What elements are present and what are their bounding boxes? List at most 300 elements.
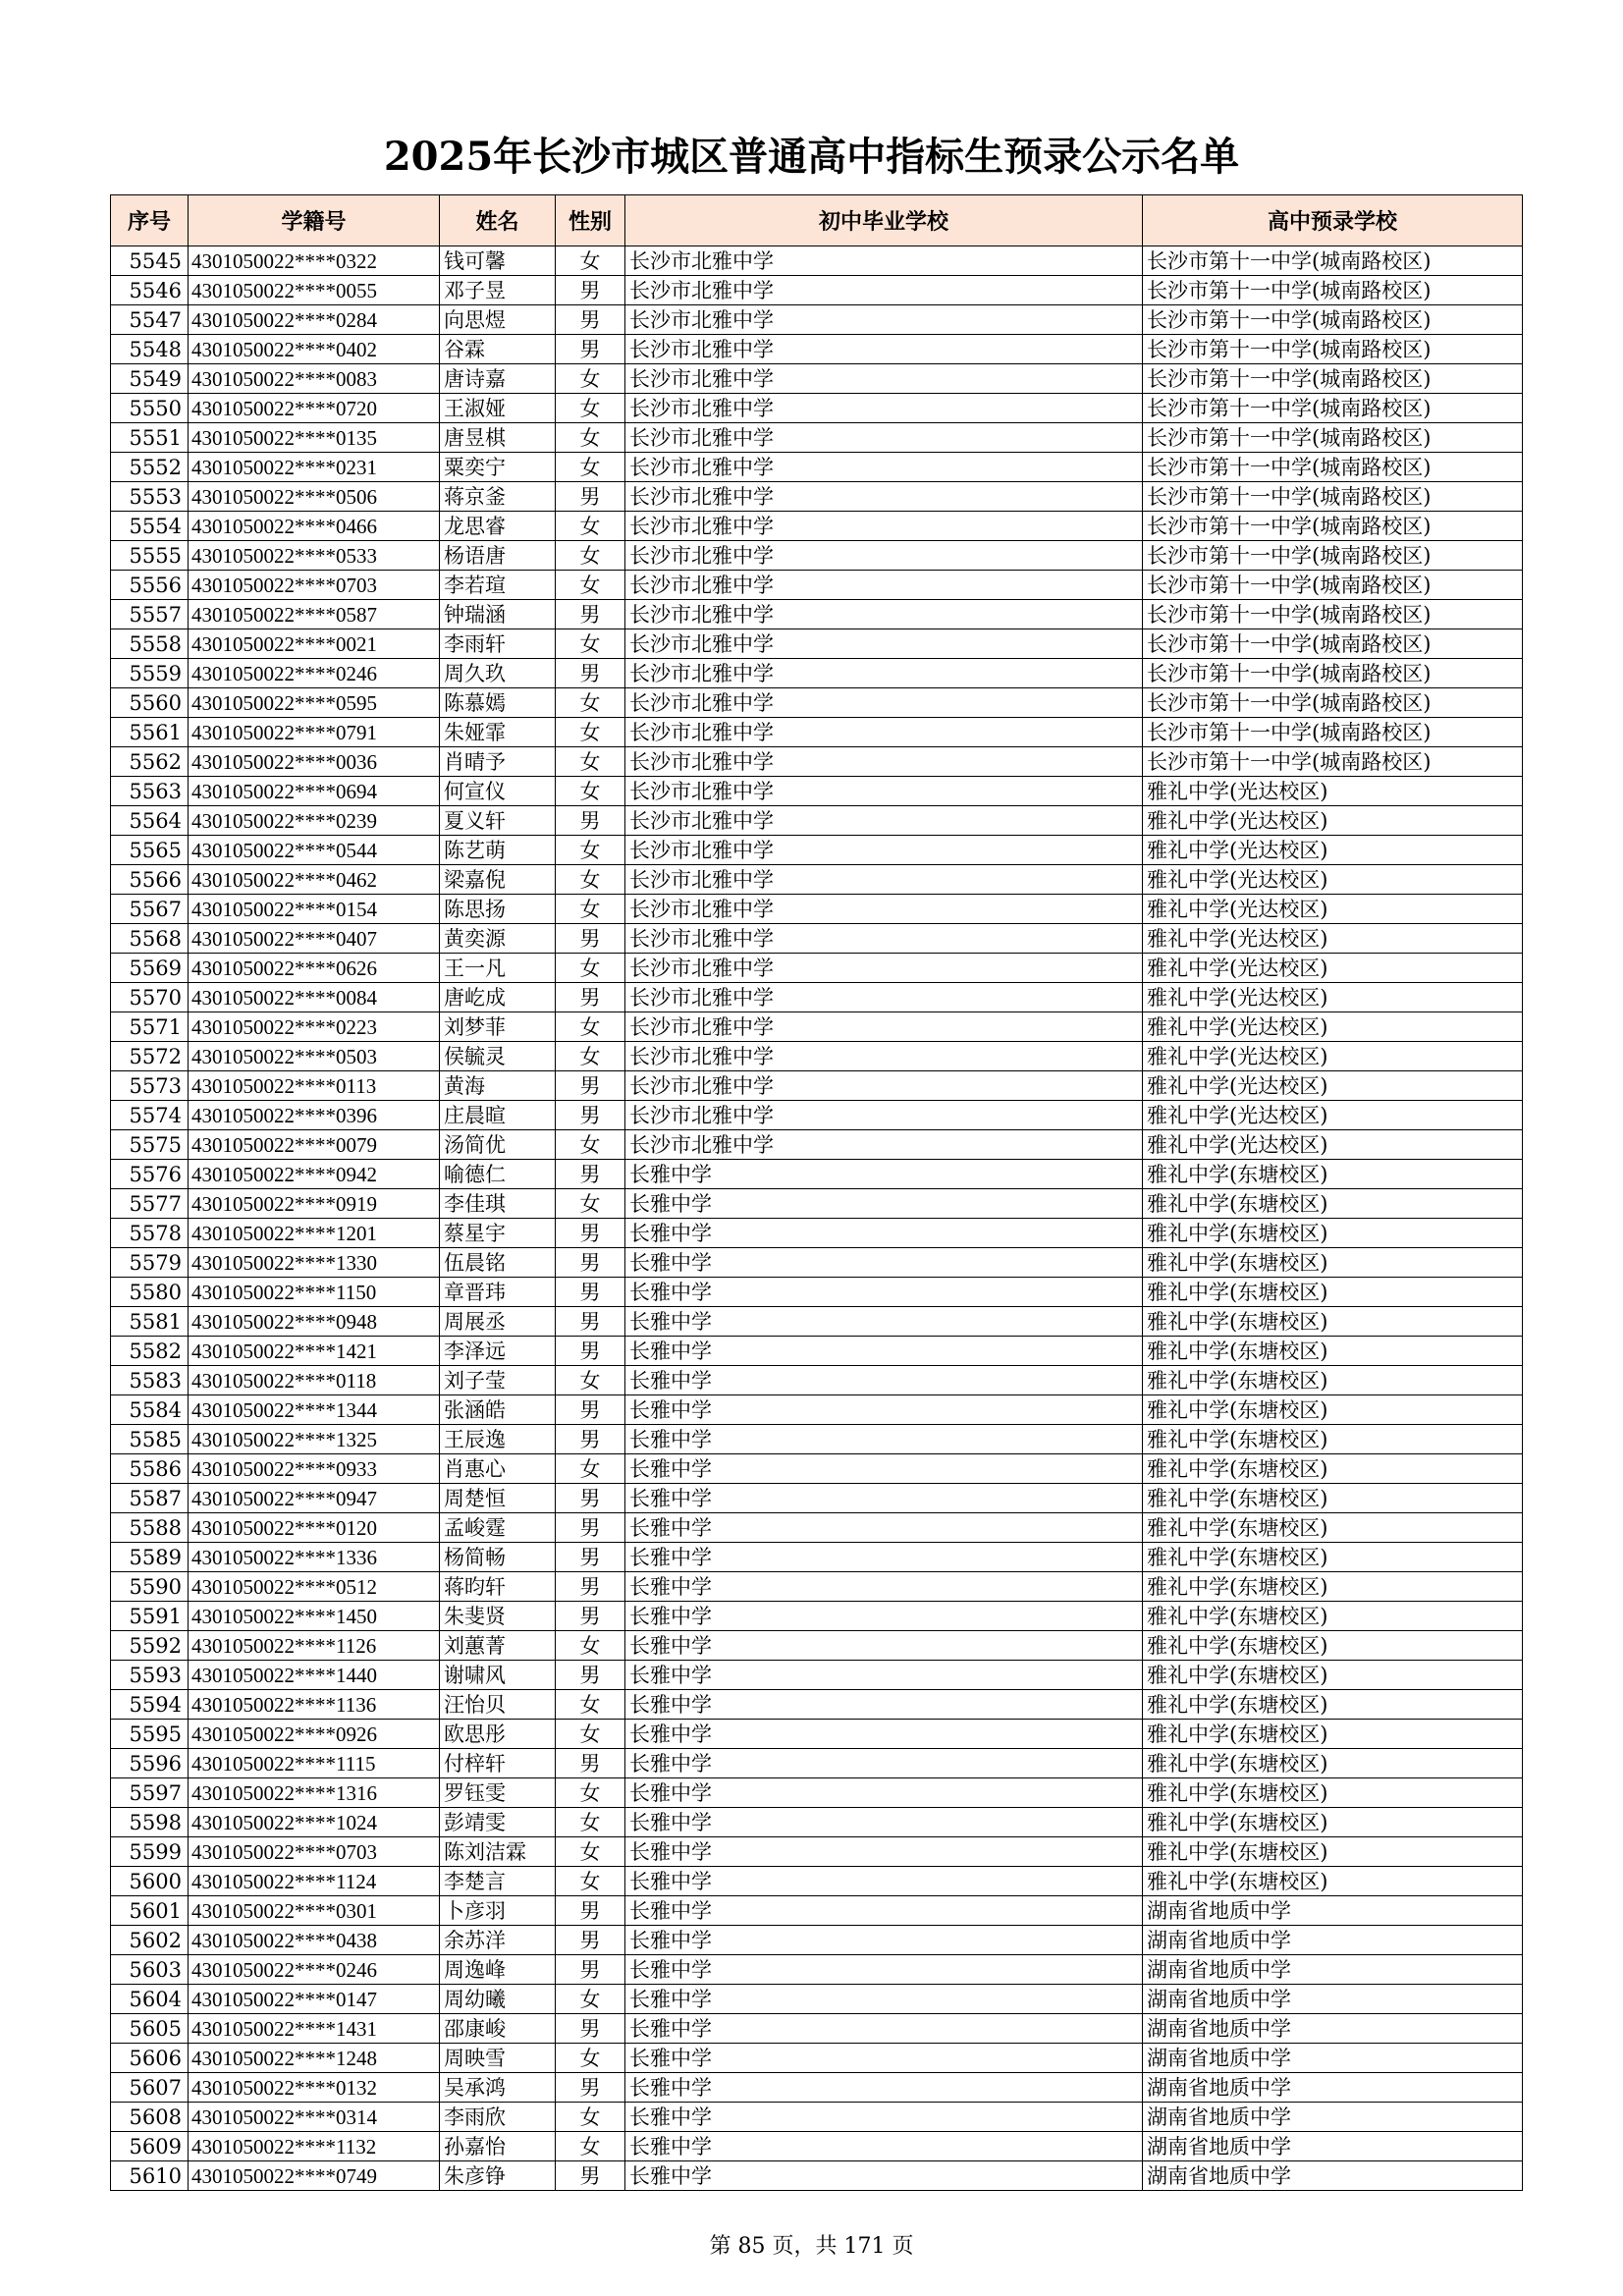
cell-serial: 5610	[111, 2161, 189, 2191]
cell-serial: 5557	[111, 600, 189, 629]
cell-student-id: 4301050022****0942	[189, 1160, 440, 1189]
cell-student-id: 4301050022****0587	[189, 600, 440, 629]
cell-admit-school: 雅礼中学(光达校区)	[1143, 954, 1523, 983]
cell-name: 李泽远	[440, 1337, 556, 1366]
table-row	[111, 629, 1523, 659]
cell-junior-school: 长沙市北雅中学	[625, 836, 1143, 865]
cell-gender: 男	[556, 659, 625, 688]
cell-admit-school: 雅礼中学(东塘校区)	[1143, 1808, 1523, 1837]
cell-admit-school: 雅礼中学(光达校区)	[1143, 806, 1523, 836]
cell-junior-school: 长雅中学	[625, 2103, 1143, 2132]
cell-gender: 女	[556, 836, 625, 865]
cell-admit-school: 雅礼中学(东塘校区)	[1143, 1278, 1523, 1307]
cell-admit-school: 雅礼中学(东塘校区)	[1143, 1248, 1523, 1278]
table-row	[111, 1248, 1523, 1278]
cell-serial: 5564	[111, 806, 189, 836]
cell-student-id: 4301050022****1450	[189, 1602, 440, 1631]
cell-name: 粟奕宁	[440, 453, 556, 482]
cell-serial: 5546	[111, 276, 189, 305]
table-row	[111, 1808, 1523, 1837]
table-row	[111, 2132, 1523, 2161]
cell-gender: 女	[556, 1454, 625, 1484]
cell-junior-school: 长沙市北雅中学	[625, 718, 1143, 747]
cell-name: 付梓轩	[440, 1749, 556, 1778]
cell-serial: 5587	[111, 1484, 189, 1513]
cell-name: 欧思彤	[440, 1720, 556, 1749]
cell-serial: 5567	[111, 895, 189, 924]
table-row	[111, 983, 1523, 1012]
cell-admit-school: 雅礼中学(东塘校区)	[1143, 1337, 1523, 1366]
header-name: 姓名	[440, 195, 556, 246]
cell-admit-school: 长沙市第十一中学(城南路校区)	[1143, 335, 1523, 364]
table-row	[111, 836, 1523, 865]
cell-gender: 男	[556, 2014, 625, 2044]
cell-admit-school: 雅礼中学(东塘校区)	[1143, 1189, 1523, 1219]
cell-student-id: 4301050022****1325	[189, 1425, 440, 1454]
cell-gender: 男	[556, 1307, 625, 1337]
table-row	[111, 688, 1523, 718]
cell-gender: 男	[556, 1602, 625, 1631]
cell-junior-school: 长沙市北雅中学	[625, 541, 1143, 571]
cell-gender: 男	[556, 1071, 625, 1101]
cell-junior-school: 长雅中学	[625, 1867, 1143, 1896]
cell-name: 张涵皓	[440, 1395, 556, 1425]
cell-gender: 女	[556, 541, 625, 571]
cell-admit-school: 长沙市第十一中学(城南路校区)	[1143, 276, 1523, 305]
cell-serial: 5561	[111, 718, 189, 747]
cell-junior-school: 长沙市北雅中学	[625, 571, 1143, 600]
cell-student-id: 4301050022****0396	[189, 1101, 440, 1130]
cell-serial: 5553	[111, 482, 189, 512]
table-row	[111, 394, 1523, 423]
cell-serial: 5608	[111, 2103, 189, 2132]
cell-student-id: 4301050022****0720	[189, 394, 440, 423]
cell-junior-school: 长雅中学	[625, 1337, 1143, 1366]
table-row	[111, 924, 1523, 954]
table-row	[111, 1543, 1523, 1572]
cell-junior-school: 长雅中学	[625, 1543, 1143, 1572]
cell-junior-school: 长沙市北雅中学	[625, 983, 1143, 1012]
table-row	[111, 2161, 1523, 2191]
cell-name: 李雨欣	[440, 2103, 556, 2132]
cell-student-id: 4301050022****0438	[189, 1926, 440, 1955]
table-row	[111, 1484, 1523, 1513]
cell-junior-school: 长沙市北雅中学	[625, 895, 1143, 924]
cell-gender: 女	[556, 2044, 625, 2073]
cell-name: 邵康峻	[440, 2014, 556, 2044]
cell-name: 李雨轩	[440, 629, 556, 659]
cell-student-id: 4301050022****1421	[189, 1337, 440, 1366]
cell-serial: 5609	[111, 2132, 189, 2161]
cell-student-id: 4301050022****0512	[189, 1572, 440, 1602]
cell-junior-school: 长雅中学	[625, 2044, 1143, 2073]
cell-name: 蒋昀轩	[440, 1572, 556, 1602]
cell-name: 杨语唐	[440, 541, 556, 571]
table-row	[111, 954, 1523, 983]
table-row	[111, 1926, 1523, 1955]
cell-junior-school: 长雅中学	[625, 1690, 1143, 1720]
cell-admit-school: 雅礼中学(东塘校区)	[1143, 1572, 1523, 1602]
cell-name: 刘子莹	[440, 1366, 556, 1395]
cell-junior-school: 长雅中学	[625, 1631, 1143, 1661]
table-row	[111, 1955, 1523, 1985]
cell-serial: 5556	[111, 571, 189, 600]
cell-gender: 女	[556, 1366, 625, 1395]
table-row	[111, 1602, 1523, 1631]
cell-admit-school: 湖南省地质中学	[1143, 2103, 1523, 2132]
cell-gender: 男	[556, 1513, 625, 1543]
cell-gender: 女	[556, 954, 625, 983]
cell-student-id: 4301050022****0503	[189, 1042, 440, 1071]
cell-name: 刘蕙菁	[440, 1631, 556, 1661]
cell-student-id: 4301050022****0301	[189, 1896, 440, 1926]
cell-name: 周展丞	[440, 1307, 556, 1337]
cell-name: 唐诗嘉	[440, 364, 556, 394]
cell-junior-school: 长雅中学	[625, 1778, 1143, 1808]
cell-gender: 女	[556, 1720, 625, 1749]
cell-gender: 男	[556, 1572, 625, 1602]
cell-gender: 女	[556, 1189, 625, 1219]
cell-serial: 5549	[111, 364, 189, 394]
cell-student-id: 4301050022****1344	[189, 1395, 440, 1425]
table-row	[111, 1985, 1523, 2014]
cell-junior-school: 长沙市北雅中学	[625, 276, 1143, 305]
cell-gender: 男	[556, 1337, 625, 1366]
cell-serial: 5578	[111, 1219, 189, 1248]
cell-junior-school: 长沙市北雅中学	[625, 394, 1143, 423]
table-row	[111, 1012, 1523, 1042]
cell-junior-school: 长沙市北雅中学	[625, 600, 1143, 629]
cell-junior-school: 长沙市北雅中学	[625, 246, 1143, 276]
cell-gender: 男	[556, 1425, 625, 1454]
cell-serial: 5586	[111, 1454, 189, 1484]
cell-admit-school: 长沙市第十一中学(城南路校区)	[1143, 453, 1523, 482]
cell-serial: 5573	[111, 1071, 189, 1101]
cell-student-id: 4301050022****1431	[189, 2014, 440, 2044]
cell-student-id: 4301050022****0466	[189, 512, 440, 541]
cell-student-id: 4301050022****1115	[189, 1749, 440, 1778]
cell-gender: 女	[556, 1042, 625, 1071]
cell-serial: 5572	[111, 1042, 189, 1071]
cell-junior-school: 长雅中学	[625, 1425, 1143, 1454]
cell-name: 肖惠心	[440, 1454, 556, 1484]
cell-student-id: 4301050022****0118	[189, 1366, 440, 1395]
cell-student-id: 4301050022****0626	[189, 954, 440, 983]
cell-admit-school: 雅礼中学(光达校区)	[1143, 1042, 1523, 1071]
cell-serial: 5568	[111, 924, 189, 954]
cell-name: 向思煜	[440, 305, 556, 335]
cell-serial: 5582	[111, 1337, 189, 1366]
cell-serial: 5566	[111, 865, 189, 895]
cell-gender: 女	[556, 1867, 625, 1896]
cell-student-id: 4301050022****0791	[189, 718, 440, 747]
cell-serial: 5604	[111, 1985, 189, 2014]
cell-gender: 男	[556, 276, 625, 305]
table-row	[111, 482, 1523, 512]
cell-gender: 男	[556, 482, 625, 512]
cell-gender: 男	[556, 1160, 625, 1189]
cell-gender: 女	[556, 1631, 625, 1661]
cell-student-id: 4301050022****0402	[189, 335, 440, 364]
table-row	[111, 1307, 1523, 1337]
cell-name: 谢啸风	[440, 1661, 556, 1690]
table-row	[111, 2103, 1523, 2132]
table-row	[111, 1513, 1523, 1543]
table-row	[111, 453, 1523, 482]
cell-student-id: 4301050022****1330	[189, 1248, 440, 1278]
cell-student-id: 4301050022****0231	[189, 453, 440, 482]
cell-name: 杨简畅	[440, 1543, 556, 1572]
cell-admit-school: 雅礼中学(东塘校区)	[1143, 1631, 1523, 1661]
cell-name: 周幼曦	[440, 1985, 556, 2014]
cell-gender: 男	[556, 924, 625, 954]
table-row	[111, 512, 1523, 541]
cell-serial: 5601	[111, 1896, 189, 1926]
table-row	[111, 1631, 1523, 1661]
cell-serial: 5602	[111, 1926, 189, 1955]
header-gender: 性别	[556, 195, 625, 246]
cell-junior-school: 长雅中学	[625, 1189, 1143, 1219]
cell-admit-school: 长沙市第十一中学(城南路校区)	[1143, 246, 1523, 276]
cell-admit-school: 雅礼中学(东塘校区)	[1143, 1454, 1523, 1484]
cell-name: 汪怡贝	[440, 1690, 556, 1720]
cell-name: 钟瑞涵	[440, 600, 556, 629]
cell-gender: 女	[556, 1985, 625, 2014]
table-row	[111, 718, 1523, 747]
cell-serial: 5591	[111, 1602, 189, 1631]
cell-gender: 女	[556, 512, 625, 541]
cell-admit-school: 雅礼中学(东塘校区)	[1143, 1602, 1523, 1631]
cell-student-id: 4301050022****0284	[189, 305, 440, 335]
cell-gender: 男	[556, 1395, 625, 1425]
cell-gender: 女	[556, 394, 625, 423]
cell-serial: 5581	[111, 1307, 189, 1337]
cell-student-id: 4301050022****0083	[189, 364, 440, 394]
cell-gender: 女	[556, 1012, 625, 1042]
cell-gender: 男	[556, 983, 625, 1012]
table-row	[111, 571, 1523, 600]
cell-name: 余苏洋	[440, 1926, 556, 1955]
cell-admit-school: 湖南省地质中学	[1143, 1985, 1523, 2014]
cell-name: 黄奕源	[440, 924, 556, 954]
cell-name: 陈艺萌	[440, 836, 556, 865]
page-footer: 第 85 页，共 171 页	[709, 2234, 914, 2259]
cell-student-id: 4301050022****0919	[189, 1189, 440, 1219]
cell-name: 何宣仪	[440, 777, 556, 806]
cell-serial: 5596	[111, 1749, 189, 1778]
cell-student-id: 4301050022****0933	[189, 1454, 440, 1484]
cell-student-id: 4301050022****0036	[189, 747, 440, 777]
cell-student-id: 4301050022****0246	[189, 659, 440, 688]
cell-student-id: 4301050022****0703	[189, 1837, 440, 1867]
cell-name: 龙思睿	[440, 512, 556, 541]
cell-name: 李佳琪	[440, 1189, 556, 1219]
cell-serial: 5574	[111, 1101, 189, 1130]
cell-student-id: 4301050022****1336	[189, 1543, 440, 1572]
cell-junior-school: 长沙市北雅中学	[625, 364, 1143, 394]
cell-serial: 5558	[111, 629, 189, 659]
cell-student-id: 4301050022****1136	[189, 1690, 440, 1720]
cell-gender: 女	[556, 1130, 625, 1160]
cell-gender: 男	[556, 1749, 625, 1778]
cell-gender: 女	[556, 2103, 625, 2132]
cell-admit-school: 雅礼中学(光达校区)	[1143, 836, 1523, 865]
cell-name: 汤简优	[440, 1130, 556, 1160]
header-student-id: 学籍号	[189, 195, 440, 246]
table-row	[111, 1189, 1523, 1219]
cell-junior-school: 长雅中学	[625, 1955, 1143, 1985]
cell-admit-school: 雅礼中学(东塘校区)	[1143, 1395, 1523, 1425]
cell-admit-school: 长沙市第十一中学(城南路校区)	[1143, 423, 1523, 453]
cell-name: 黄海	[440, 1071, 556, 1101]
cell-gender: 女	[556, 629, 625, 659]
cell-serial: 5583	[111, 1366, 189, 1395]
cell-serial: 5597	[111, 1778, 189, 1808]
cell-junior-school: 长沙市北雅中学	[625, 335, 1143, 364]
cell-serial: 5552	[111, 453, 189, 482]
cell-junior-school: 长雅中学	[625, 1307, 1143, 1337]
cell-admit-school: 长沙市第十一中学(城南路校区)	[1143, 629, 1523, 659]
table-row	[111, 1101, 1523, 1130]
cell-serial: 5579	[111, 1248, 189, 1278]
table-row	[111, 2073, 1523, 2103]
table-row	[111, 1071, 1523, 1101]
cell-gender: 男	[556, 1661, 625, 1690]
cell-serial: 5563	[111, 777, 189, 806]
cell-gender: 女	[556, 423, 625, 453]
cell-junior-school: 长雅中学	[625, 1160, 1143, 1189]
cell-admit-school: 雅礼中学(光达校区)	[1143, 1130, 1523, 1160]
cell-name: 李若瑄	[440, 571, 556, 600]
cell-student-id: 4301050022****1126	[189, 1631, 440, 1661]
cell-admit-school: 雅礼中学(东塘校区)	[1143, 1749, 1523, 1778]
table-row	[111, 659, 1523, 688]
cell-student-id: 4301050022****1150	[189, 1278, 440, 1307]
table-row	[111, 2014, 1523, 2044]
cell-serial: 5585	[111, 1425, 189, 1454]
table-row	[111, 1160, 1523, 1189]
cell-admit-school: 长沙市第十一中学(城南路校区)	[1143, 541, 1523, 571]
cell-admit-school: 长沙市第十一中学(城南路校区)	[1143, 482, 1523, 512]
cell-gender: 男	[556, 2161, 625, 2191]
cell-student-id: 4301050022****1124	[189, 1867, 440, 1896]
cell-student-id: 4301050022****0314	[189, 2103, 440, 2132]
cell-junior-school: 长沙市北雅中学	[625, 659, 1143, 688]
cell-gender: 女	[556, 1837, 625, 1867]
header-junior-school: 初中毕业学校	[625, 195, 1143, 246]
cell-junior-school: 长沙市北雅中学	[625, 423, 1143, 453]
cell-junior-school: 长雅中学	[625, 2014, 1143, 2044]
cell-student-id: 4301050022****0132	[189, 2073, 440, 2103]
table-row	[111, 246, 1523, 276]
cell-junior-school: 长沙市北雅中学	[625, 1101, 1143, 1130]
cell-junior-school: 长雅中学	[625, 1278, 1143, 1307]
cell-admit-school: 湖南省地质中学	[1143, 2132, 1523, 2161]
cell-junior-school: 长雅中学	[625, 1513, 1143, 1543]
cell-admit-school: 雅礼中学(光达校区)	[1143, 865, 1523, 895]
cell-junior-school: 长沙市北雅中学	[625, 1042, 1143, 1071]
cell-serial: 5577	[111, 1189, 189, 1219]
cell-name: 李楚言	[440, 1867, 556, 1896]
cell-name: 陈思扬	[440, 895, 556, 924]
cell-name: 罗钰雯	[440, 1778, 556, 1808]
cell-name: 肖晴予	[440, 747, 556, 777]
cell-name: 喻德仁	[440, 1160, 556, 1189]
table-row	[111, 806, 1523, 836]
cell-serial: 5598	[111, 1808, 189, 1837]
cell-name: 吴承鸿	[440, 2073, 556, 2103]
cell-gender: 女	[556, 688, 625, 718]
cell-student-id: 4301050022****0147	[189, 1985, 440, 2014]
cell-junior-school: 长雅中学	[625, 1602, 1143, 1631]
cell-name: 陈慕嫣	[440, 688, 556, 718]
cell-admit-school: 雅礼中学(东塘校区)	[1143, 1307, 1523, 1337]
cell-serial: 5580	[111, 1278, 189, 1307]
cell-student-id: 4301050022****0084	[189, 983, 440, 1012]
cell-student-id: 4301050022****1440	[189, 1661, 440, 1690]
cell-serial: 5560	[111, 688, 189, 718]
cell-junior-school: 长沙市北雅中学	[625, 453, 1143, 482]
cell-student-id: 4301050022****0113	[189, 1071, 440, 1101]
cell-student-id: 4301050022****0322	[189, 246, 440, 276]
cell-student-id: 4301050022****0544	[189, 836, 440, 865]
cell-junior-school: 长沙市北雅中学	[625, 629, 1143, 659]
cell-junior-school: 长雅中学	[625, 1720, 1143, 1749]
cell-junior-school: 长雅中学	[625, 1837, 1143, 1867]
cell-serial: 5547	[111, 305, 189, 335]
cell-gender: 男	[556, 1219, 625, 1248]
cell-junior-school: 长雅中学	[625, 1454, 1143, 1484]
table-row	[111, 1749, 1523, 1778]
cell-name: 夏义轩	[440, 806, 556, 836]
table-row	[111, 1778, 1523, 1808]
cell-junior-school: 长沙市北雅中学	[625, 865, 1143, 895]
table-row	[111, 423, 1523, 453]
table-row	[111, 1366, 1523, 1395]
table-row	[111, 1337, 1523, 1366]
cell-serial: 5575	[111, 1130, 189, 1160]
header-serial: 序号	[111, 195, 189, 246]
cell-gender: 女	[556, 453, 625, 482]
cell-junior-school: 长沙市北雅中学	[625, 806, 1143, 836]
cell-gender: 男	[556, 335, 625, 364]
table-row	[111, 1395, 1523, 1425]
cell-student-id: 4301050022****0239	[189, 806, 440, 836]
cell-serial: 5599	[111, 1837, 189, 1867]
cell-admit-school: 雅礼中学(光达校区)	[1143, 1012, 1523, 1042]
cell-serial: 5590	[111, 1572, 189, 1602]
cell-gender: 男	[556, 600, 625, 629]
cell-admit-school: 长沙市第十一中学(城南路校区)	[1143, 512, 1523, 541]
cell-student-id: 4301050022****0120	[189, 1513, 440, 1543]
cell-admit-school: 长沙市第十一中学(城南路校区)	[1143, 688, 1523, 718]
cell-student-id: 4301050022****0595	[189, 688, 440, 718]
table-row	[111, 2044, 1523, 2073]
cell-admit-school: 雅礼中学(东塘校区)	[1143, 1690, 1523, 1720]
cell-admit-school: 长沙市第十一中学(城南路校区)	[1143, 571, 1523, 600]
cell-student-id: 4301050022****1024	[189, 1808, 440, 1837]
cell-admit-school: 雅礼中学(东塘校区)	[1143, 1661, 1523, 1690]
cell-junior-school: 长雅中学	[625, 1749, 1143, 1778]
cell-gender: 男	[556, 1543, 625, 1572]
cell-student-id: 4301050022****0079	[189, 1130, 440, 1160]
cell-gender: 女	[556, 865, 625, 895]
cell-admit-school: 湖南省地质中学	[1143, 2073, 1523, 2103]
cell-admit-school: 雅礼中学(东塘校区)	[1143, 1513, 1523, 1543]
cell-admit-school: 长沙市第十一中学(城南路校区)	[1143, 659, 1523, 688]
cell-junior-school: 长沙市北雅中学	[625, 1012, 1143, 1042]
cell-name: 卜彦羽	[440, 1896, 556, 1926]
